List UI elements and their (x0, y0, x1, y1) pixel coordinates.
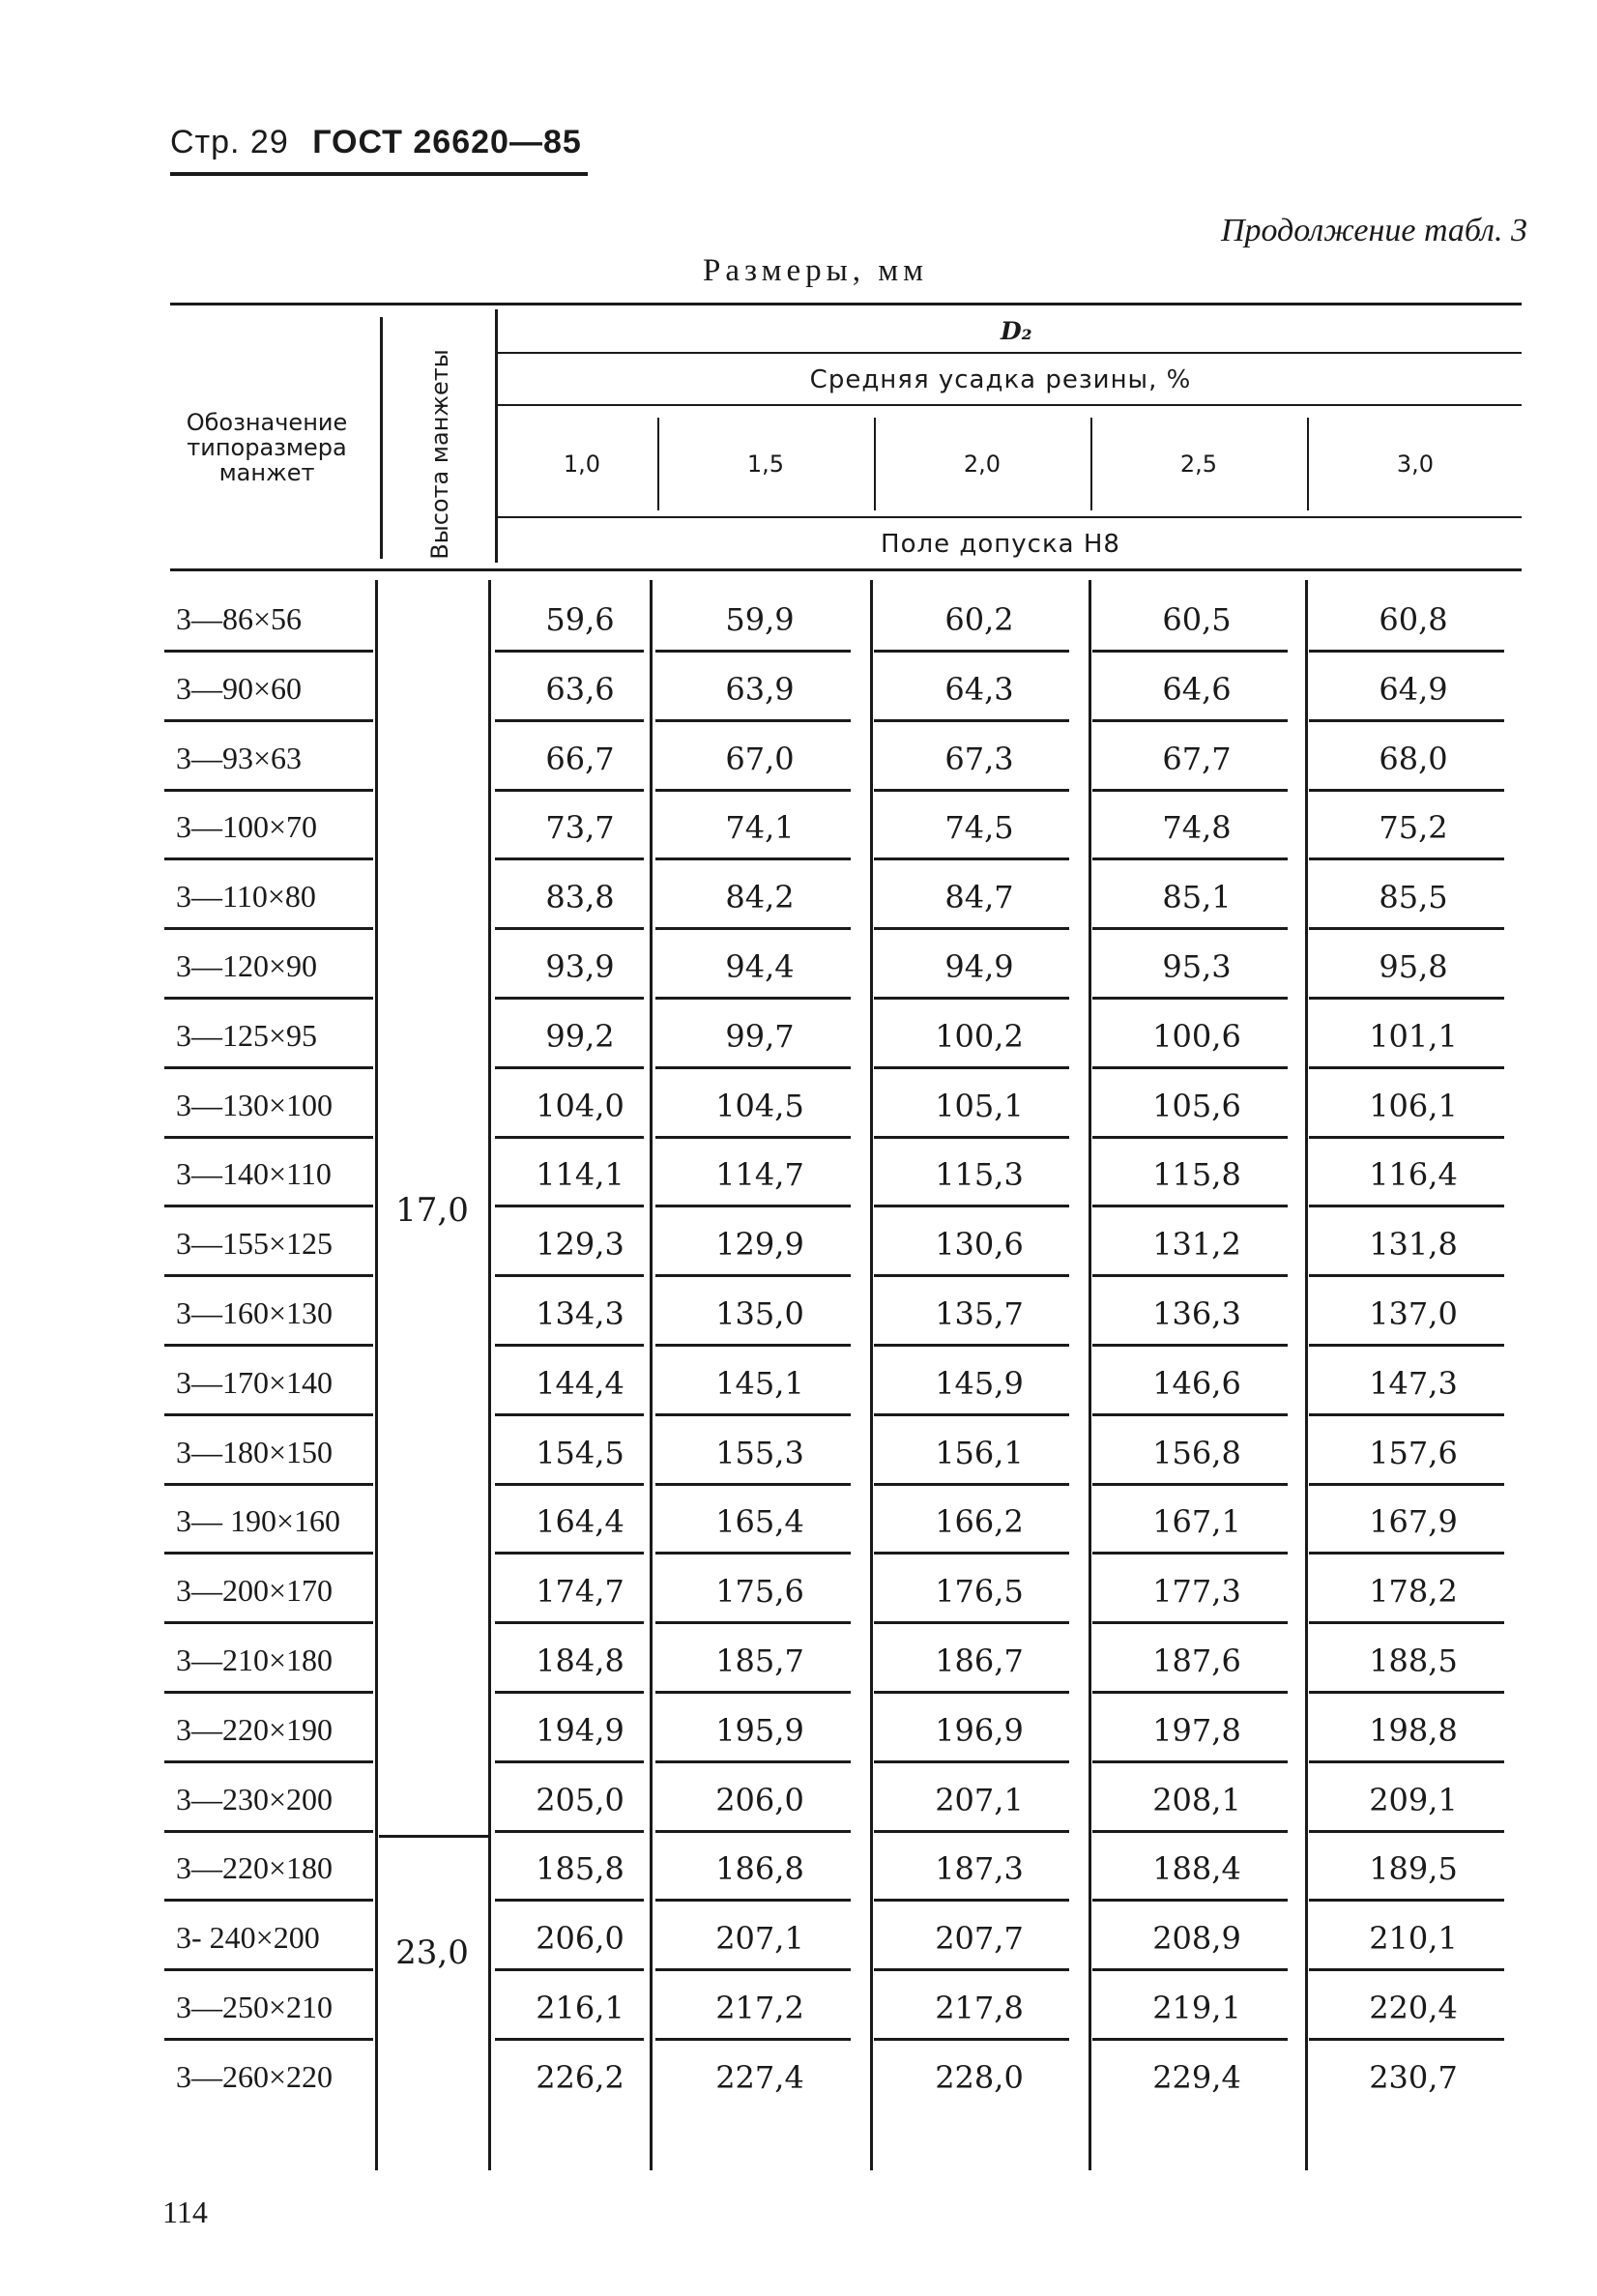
value-underline (1309, 1274, 1504, 1277)
value-underline (1309, 1691, 1504, 1694)
shrink-value-header: 1,0 (563, 450, 601, 478)
value-cell: 186,7 (935, 1642, 1024, 1679)
row-designation: 3—110×80 (176, 879, 316, 915)
value-underline (1309, 857, 1504, 860)
value-cell: 216,1 (536, 1990, 624, 2026)
value-underline (1092, 927, 1288, 930)
value-cell: 95,8 (1379, 948, 1448, 985)
value-cell: 74,5 (944, 809, 1014, 847)
value-underline (655, 1274, 851, 1277)
value-cell: 135,0 (715, 1295, 804, 1332)
value-cell: 136,3 (1152, 1295, 1241, 1332)
value-cell: 60,8 (1379, 601, 1448, 638)
value-cell: 105,6 (1152, 1087, 1241, 1124)
value-underline (1309, 650, 1504, 653)
value-cell: 154,5 (536, 1434, 624, 1471)
value-cell: 145,9 (935, 1364, 1024, 1402)
value-underline (1309, 2038, 1504, 2041)
value-underline (1092, 1552, 1288, 1555)
value-underline (1092, 997, 1288, 1000)
value-underline (655, 1968, 851, 1971)
value-cell: 67,0 (725, 740, 795, 777)
value-cell: 186,8 (715, 1850, 804, 1888)
row-designation: 3—130×100 (176, 1087, 334, 1122)
value-cell: 73,7 (545, 809, 615, 847)
row-underline (164, 1413, 373, 1416)
row-underline (164, 719, 373, 722)
value-underline (495, 857, 644, 860)
height-value: 17,0 (395, 1191, 469, 1230)
value-underline (874, 1413, 1069, 1416)
value-cell: 116,4 (1369, 1156, 1458, 1194)
header-divider-name (380, 317, 383, 559)
row-underline (164, 1899, 373, 1902)
value-underline (655, 719, 851, 722)
value-underline (495, 1552, 644, 1555)
row-underline (164, 1691, 373, 1694)
value-cell: 104,5 (715, 1087, 804, 1124)
value-underline (1309, 1413, 1504, 1416)
value-underline (1092, 857, 1288, 860)
value-underline (655, 2038, 851, 2041)
row-designation: 3—86×56 (176, 601, 303, 636)
value-underline (655, 1205, 851, 1207)
row-underline (164, 1205, 373, 1207)
value-underline (1309, 1136, 1504, 1139)
row-designation: 3—120×90 (176, 948, 318, 983)
value-underline (495, 1968, 644, 1971)
value-cell: 84,7 (944, 879, 1014, 916)
value-underline (655, 1552, 851, 1555)
value-cell: 66,7 (545, 740, 615, 777)
value-cell: 67,7 (1162, 740, 1232, 777)
row-underline (164, 1968, 373, 1971)
value-cell: 75,2 (1379, 809, 1448, 847)
value-underline (1092, 1968, 1288, 1971)
row-designation: 3—93×63 (176, 740, 303, 775)
value-underline (495, 1691, 644, 1694)
value-cell: 85,1 (1162, 879, 1232, 916)
row-designation: 3—210×180 (176, 1642, 334, 1677)
value-underline (1309, 1483, 1504, 1486)
value-cell: 175,6 (715, 1573, 804, 1611)
value-underline (874, 1344, 1069, 1347)
value-cell: 104,0 (536, 1087, 624, 1124)
value-cell: 208,1 (1152, 1781, 1241, 1818)
value-underline (495, 1066, 644, 1069)
value-cell: 84,2 (725, 879, 795, 916)
value-cell: 93,9 (545, 948, 615, 985)
d2-rule (498, 352, 1522, 354)
value-underline (874, 1691, 1069, 1694)
column-header-height: Высота манжеты (426, 349, 453, 560)
value-cell: 219,1 (1152, 1990, 1241, 2026)
value-cell: 167,9 (1369, 1503, 1458, 1541)
value-cell: 209,1 (1369, 1781, 1458, 1818)
body-col-divider (1305, 580, 1308, 2170)
value-cell: 135,7 (935, 1295, 1024, 1332)
value-cell: 197,8 (1152, 1711, 1241, 1749)
value-cell: 194,9 (536, 1711, 624, 1749)
column-header-tolerance: Поле допуска H8 (881, 530, 1120, 559)
page-header (170, 124, 582, 161)
column-header-shrink: Средняя усадка резины, % (809, 365, 1192, 394)
value-underline (655, 1621, 851, 1624)
row-designation: 3—140×110 (176, 1156, 332, 1192)
row-underline (164, 1621, 373, 1624)
value-underline (495, 719, 644, 722)
body-col-divider (1089, 580, 1091, 2170)
value-underline (1092, 1136, 1288, 1139)
value-cell: 188,5 (1369, 1642, 1458, 1679)
value-cell: 207,7 (935, 1920, 1024, 1958)
value-underline (1092, 1483, 1288, 1486)
value-underline (1309, 1760, 1504, 1763)
value-underline (495, 1344, 644, 1347)
value-underline (655, 1691, 851, 1694)
value-underline (1309, 1899, 1504, 1902)
row-underline (164, 857, 373, 860)
body-divider-name (375, 580, 378, 2170)
value-underline (655, 650, 851, 653)
value-underline (1092, 1274, 1288, 1277)
value-underline (874, 2038, 1069, 2041)
value-underline (495, 1621, 644, 1624)
value-underline (1309, 1621, 1504, 1624)
value-cell: 99,7 (725, 1017, 795, 1055)
value-underline (495, 1899, 644, 1902)
value-underline (874, 1066, 1069, 1069)
value-underline (495, 650, 644, 653)
gost-number: ГОСТ 26620—85 (312, 124, 582, 160)
row-underline (164, 650, 373, 653)
value-cell: 207,1 (715, 1920, 804, 1958)
value-cell: 145,1 (715, 1364, 804, 1402)
value-underline (1092, 1413, 1288, 1416)
units-label: Размеры, мм (703, 253, 929, 288)
value-underline (1092, 1344, 1288, 1347)
header-divider-height (495, 309, 498, 563)
value-underline (495, 1136, 644, 1139)
row-designation: 3—160×130 (176, 1295, 334, 1330)
value-cell: 144,4 (536, 1364, 624, 1402)
value-underline (874, 1760, 1069, 1763)
value-cell: 94,9 (944, 948, 1014, 985)
value-cell: 189,5 (1369, 1850, 1458, 1888)
value-cell: 228,0 (935, 2058, 1024, 2096)
row-underline (164, 1760, 373, 1763)
value-underline (495, 1483, 644, 1486)
row-designation: 3— 190×160 (176, 1503, 341, 1539)
value-cell: 101,1 (1369, 1017, 1458, 1055)
row-underline (164, 1344, 373, 1347)
value-underline (874, 1899, 1069, 1902)
value-underline (495, 2038, 644, 2041)
value-underline (1092, 719, 1288, 722)
value-cell: 94,4 (725, 948, 795, 985)
value-underline (874, 857, 1069, 860)
row-underline (164, 1136, 373, 1139)
value-underline (874, 927, 1069, 930)
shrink-value-header: 3,0 (1396, 450, 1435, 478)
value-cell: 131,2 (1152, 1226, 1241, 1264)
shrink-value-header: 2,5 (1179, 450, 1218, 478)
value-underline (495, 1413, 644, 1416)
value-underline (874, 1830, 1069, 1833)
value-cell: 185,7 (715, 1642, 804, 1679)
value-cell: 178,2 (1369, 1573, 1458, 1611)
value-underline (1092, 1621, 1288, 1624)
value-underline (1092, 1691, 1288, 1694)
value-cell: 100,2 (935, 1017, 1024, 1055)
value-cell: 185,8 (536, 1850, 624, 1888)
value-cell: 176,5 (935, 1573, 1024, 1611)
value-cell: 134,3 (536, 1295, 624, 1332)
value-underline (1092, 1830, 1288, 1833)
value-cell: 198,8 (1369, 1711, 1458, 1749)
value-cell: 217,8 (935, 1990, 1024, 2026)
value-cell: 115,8 (1152, 1156, 1241, 1194)
page-number: 114 (162, 2194, 208, 2229)
value-underline (874, 1136, 1069, 1139)
value-cell: 59,6 (545, 601, 615, 638)
value-underline (655, 1899, 851, 1902)
row-underline (164, 1066, 373, 1069)
value-cell: 165,4 (715, 1503, 804, 1541)
row-underline (164, 927, 373, 930)
value-cell: 164,4 (536, 1503, 624, 1541)
value-cell: 166,2 (935, 1503, 1024, 1541)
value-cell: 83,8 (545, 879, 615, 916)
value-cell: 206,0 (715, 1781, 804, 1818)
row-underline (164, 1552, 373, 1555)
value-cell: 177,3 (1152, 1573, 1241, 1611)
value-cell: 63,9 (725, 670, 795, 708)
shrink-rule (498, 404, 1522, 406)
column-header-designation: Обозначение типоразмера манжет (186, 409, 348, 486)
value-underline (495, 789, 644, 792)
value-cell: 205,0 (536, 1781, 624, 1818)
value-cell: 137,0 (1369, 1295, 1458, 1332)
row-designation: 3—90×60 (176, 670, 303, 706)
value-cell: 195,9 (715, 1711, 804, 1749)
row-designation: 3—155×125 (176, 1226, 334, 1262)
value-underline (655, 1413, 851, 1416)
value-cell: 68,0 (1379, 740, 1448, 777)
value-cell: 129,3 (536, 1226, 624, 1264)
value-underline (655, 997, 851, 1000)
value-cell: 115,3 (935, 1156, 1024, 1194)
row-designation: 3—100×70 (176, 809, 318, 845)
value-cell: 60,2 (944, 601, 1014, 638)
value-cell: 147,3 (1369, 1364, 1458, 1402)
value-cell: 63,6 (545, 670, 615, 708)
value-underline (1309, 997, 1504, 1000)
value-underline (1309, 1205, 1504, 1207)
value-underline (1309, 1066, 1504, 1069)
value-cell: 210,1 (1369, 1920, 1458, 1958)
column-header-d2: D₂ (1001, 317, 1032, 345)
value-underline (874, 1552, 1069, 1555)
value-cell: 146,6 (1152, 1364, 1241, 1402)
value-underline (1309, 719, 1504, 722)
value-underline (1092, 1760, 1288, 1763)
value-cell: 208,9 (1152, 1920, 1241, 1958)
value-underline (1309, 1968, 1504, 1971)
value-cell: 206,0 (536, 1920, 624, 1958)
value-cell: 114,7 (715, 1156, 804, 1194)
value-cell: 220,4 (1369, 1990, 1458, 2026)
value-underline (1309, 1344, 1504, 1347)
row-designation: 3—250×210 (176, 1990, 334, 2024)
header-bottom-rule (170, 568, 1522, 571)
value-underline (495, 1205, 644, 1207)
table-continuation-label: Продолжение табл. 3 (1220, 213, 1527, 248)
value-cell: 155,3 (715, 1434, 804, 1471)
value-underline (495, 1274, 644, 1277)
header-underline (170, 172, 588, 176)
value-underline (655, 927, 851, 930)
value-cell: 156,1 (935, 1434, 1024, 1471)
value-underline (874, 997, 1069, 1000)
value-underline (874, 1483, 1069, 1486)
row-designation: 3- 240×200 (176, 1920, 320, 1956)
value-underline (655, 1760, 851, 1763)
value-cell: 64,3 (944, 670, 1014, 708)
value-cell: 196,9 (935, 1711, 1024, 1749)
value-cell: 174,7 (536, 1573, 624, 1611)
value-cell: 74,8 (1162, 809, 1232, 847)
value-underline (1309, 789, 1504, 792)
row-underline (164, 1830, 373, 1833)
value-cell: 59,9 (725, 601, 795, 638)
value-underline (655, 1344, 851, 1347)
value-underline (1309, 1552, 1504, 1555)
value-underline (874, 1621, 1069, 1624)
value-cell: 226,2 (536, 2058, 624, 2096)
body-col-divider (870, 580, 873, 2170)
value-cell: 167,1 (1152, 1503, 1241, 1541)
row-designation: 3—220×180 (176, 1850, 334, 1886)
value-cell: 85,5 (1379, 879, 1448, 916)
value-underline (655, 1136, 851, 1139)
value-cell: 217,2 (715, 1990, 804, 2026)
value-underline (495, 997, 644, 1000)
value-underline (655, 857, 851, 860)
page-label: Стр. 29 (170, 124, 289, 160)
value-cell: 67,3 (944, 740, 1014, 777)
value-underline (874, 650, 1069, 653)
row-designation: 3—200×170 (176, 1573, 334, 1609)
value-cell: 74,1 (725, 809, 795, 847)
value-cell: 156,8 (1152, 1434, 1241, 1471)
body-divider-height (488, 580, 491, 2170)
value-underline (1092, 789, 1288, 792)
value-cell: 184,8 (536, 1642, 624, 1679)
row-designation: 3—220×190 (176, 1711, 334, 1747)
value-underline (1092, 1066, 1288, 1069)
value-cell: 60,5 (1162, 601, 1232, 638)
value-cell: 157,6 (1369, 1434, 1458, 1471)
value-underline (1092, 2038, 1288, 2041)
value-underline (655, 1483, 851, 1486)
value-cell: 229,4 (1152, 2058, 1241, 2096)
value-cell: 100,6 (1152, 1017, 1241, 1055)
value-cell: 106,1 (1369, 1087, 1458, 1124)
value-cell: 99,2 (545, 1017, 615, 1055)
value-underline (1092, 1205, 1288, 1207)
row-underline (164, 2038, 373, 2041)
value-underline (495, 1830, 644, 1833)
row-designation: 3—180×150 (176, 1434, 334, 1469)
value-cell: 95,3 (1162, 948, 1232, 985)
value-cell: 230,7 (1369, 2058, 1458, 2096)
value-underline (1092, 1899, 1288, 1902)
value-cell: 187,3 (935, 1850, 1024, 1888)
value-cell: 64,6 (1162, 670, 1232, 708)
value-cell: 130,6 (935, 1226, 1024, 1264)
table-top-rule (170, 303, 1522, 305)
value-cell: 131,8 (1369, 1226, 1458, 1264)
value-cell: 188,4 (1152, 1850, 1241, 1888)
value-underline (874, 719, 1069, 722)
value-cell: 114,1 (536, 1156, 624, 1194)
row-designation: 3—170×140 (176, 1364, 334, 1400)
value-underline (655, 1830, 851, 1833)
row-underline (164, 789, 373, 792)
value-underline (495, 1760, 644, 1763)
value-underline (1309, 927, 1504, 930)
values-rule (498, 516, 1522, 518)
height-group-separator (379, 1835, 489, 1838)
height-value: 23,0 (395, 1933, 469, 1972)
value-underline (495, 927, 644, 930)
shrink-value-header: 2,0 (963, 450, 1002, 478)
row-designation: 3—230×200 (176, 1781, 334, 1816)
value-underline (655, 1066, 851, 1069)
value-underline (874, 789, 1069, 792)
row-underline (164, 1274, 373, 1277)
value-cell: 129,9 (715, 1226, 804, 1264)
value-underline (1309, 1830, 1504, 1833)
value-underline (874, 1205, 1069, 1207)
value-cell: 105,1 (935, 1087, 1024, 1124)
value-cell: 187,6 (1152, 1642, 1241, 1679)
row-designation: 3—125×95 (176, 1017, 318, 1053)
row-underline (164, 997, 373, 1000)
value-underline (874, 1968, 1069, 1971)
value-cell: 64,9 (1379, 670, 1448, 708)
shrink-value-header: 1,5 (746, 450, 785, 478)
row-designation: 3—260×220 (176, 2058, 334, 2094)
value-underline (1092, 650, 1288, 653)
row-underline (164, 1483, 373, 1486)
value-underline (874, 1274, 1069, 1277)
value-cell: 227,4 (715, 2058, 804, 2096)
value-cell: 207,1 (935, 1781, 1024, 1818)
value-underline (655, 789, 851, 792)
